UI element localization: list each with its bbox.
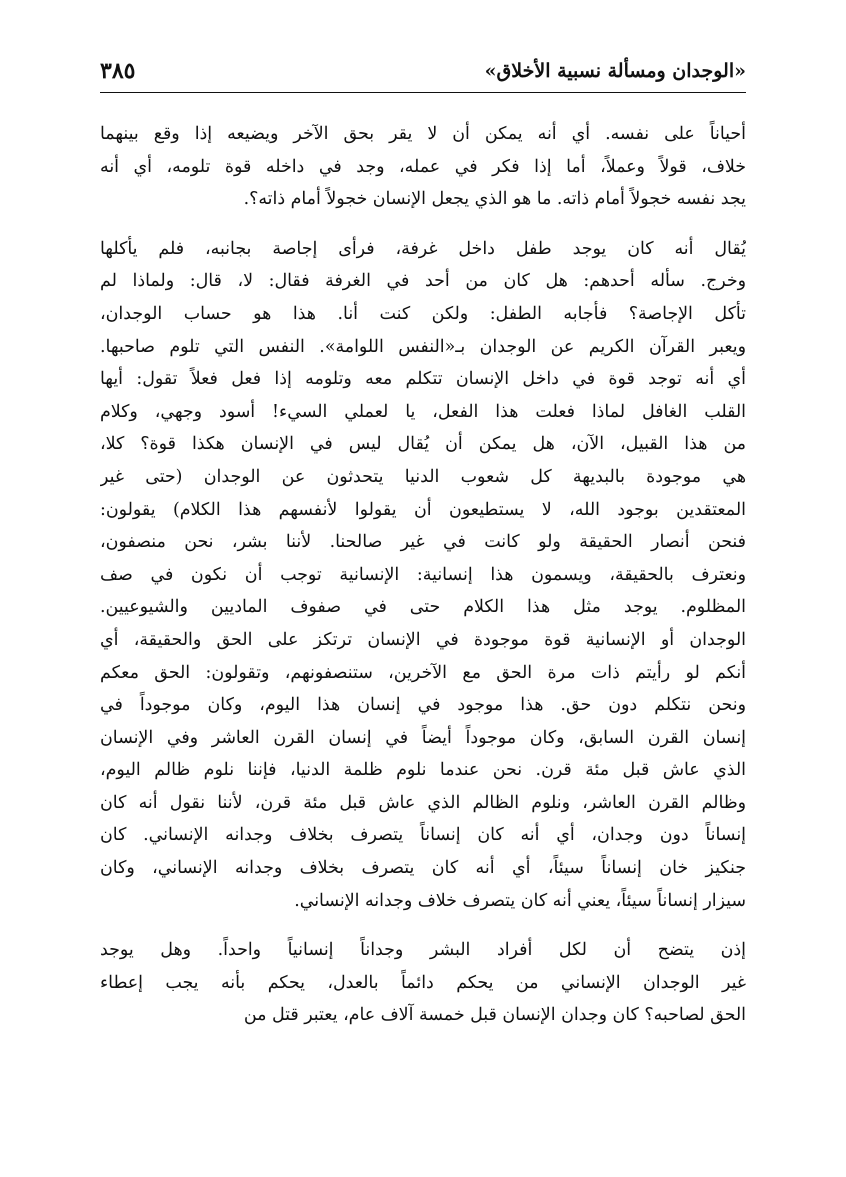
text-line: هي موجودة بالبديهة كل شعوب الدنيا يتحدثون عن الوجدان (حتى غير	[100, 466, 746, 487]
text-line: المظلوم. يوجد مثل هذا الكلام حتى في صفوف الماديين والشيوعيين.	[100, 597, 746, 618]
text-line: ونحن نتكلم دون حق. هذا موجود في إنسان هذا اليوم، وكان موجوداً في	[100, 695, 746, 716]
text-line: إنسان القرن السابق، وكان موجوداً أيضاً في إنسان القرن العاشر وفي الإنسان	[100, 727, 746, 748]
text-line: يجد نفسه خجولاً أمام ذاته. ما هو الذي يجعل الإنسان خجولاً أمام ذاته؟.	[243, 189, 746, 210]
paragraph	[100, 118, 746, 216]
text-line: وظالم القرن العاشر، ونلوم الظالم الذي عاش قبل مئة قرن، لأننا نقول أنه كان	[100, 792, 746, 813]
text-line: يُقال أنه كان يوجد طفل داخل غرفة، فرأى إجاصة بجانبه، فلم يأكلها	[100, 238, 746, 259]
text-line: إنساناً دون وجدان، أي أنه كان إنساناً يتصرف بخلاف وجدانه الإنساني. كان	[100, 825, 746, 846]
text-line: غير الوجدان الإنساني من يحكم دائماً بالعدل، يحكم بأنه يجب إعطاء	[100, 972, 746, 993]
text-line: وخرج. سأله أحدهم: هل كان من أحد في الغرفة فقال: لا، قال: ولماذا لم	[100, 271, 746, 292]
text-line: سيزار إنساناً سيئاً، يعني أنه كان يتصرف خلاف وجدانه الإنساني.	[294, 890, 746, 911]
text-line: أحياناً على نفسه. أي أنه يمكن أن لا يقر بحق الآخر ويضيعه إذا وقع بينهما	[100, 124, 746, 144]
text-line: ويعبر القرآن الكريم عن الوجدان بـ«النفس اللوامة». النفس التي تلوم صاحبها.	[100, 336, 746, 357]
text-line: الوجدان أو الإنسانية قوة موجودة في الإنسان ترتكز على الحق والحقيقة، أي	[100, 629, 746, 650]
text-line: أنكم لو رأيتم ذات مرة الحق مع الآخرين، ستنصفونهم، وتقولون: الحق معكم	[100, 662, 746, 683]
text-line: المعتقدين بوجود الله، لا يستطيعون أن يقولوا لأنفسهم هذا الكلام) يقولون:	[100, 499, 746, 520]
text-line: فنحن أنصار الحقيقة ولو كانت في غير صالحنا. لأننا بشر، نحن منصفون،	[100, 532, 746, 553]
text-line: الحق لصاحبه؟ كان وجدان الإنسان قبل خمسة آلاف عام، يعتبر قتل من	[243, 1005, 746, 1026]
text-line: الذي عاش قبل مئة قرن. نحن عندما نلوم ظلمة الدنيا، فإننا نلوم ظالم اليوم،	[100, 760, 746, 781]
text-line: خلاف، قولاً وعملاً، أما إذا فكر في عمله، وجد في داخله قوة تلومه، أي أنه	[100, 156, 746, 177]
running-title: «الوجدان ومسألة نسبية الأخلاق»	[484, 60, 746, 82]
page-number: ٣٨٥	[100, 58, 136, 84]
text-line: أي أنه توجد قوة في داخل الإنسان تتكلم معه وتلومه إذا فعل فعلاً تقول: أيها	[100, 369, 746, 390]
text-line: جنكيز خان إنساناً سيئاً، أي أنه كان يتصرف بخلاف وجدانه الإنساني، وكان	[100, 858, 746, 879]
paragraph	[100, 233, 746, 917]
text-line: تأكل الإجاصة؟ فأجابه الطفل: ولكن كنت أنا. هذا هو حساب الوجدان،	[100, 303, 746, 324]
text-line: من هذا القبيل، الآن، هل يمكن أن يُقال ليس في الإنسان هكذا قوة؟ كلا،	[100, 434, 746, 455]
text-line: القلب الغافل لماذا فعلت هذا الفعل، يا لعملي السيء! أسود وجهي، وكلام	[100, 401, 746, 422]
body-text	[100, 118, 746, 1032]
text-line: ونعترف بالحقيقة، ويسمون هذا إنسانية: الإنسانية توجب أن نكون في صف	[100, 564, 746, 585]
paragraph	[100, 934, 746, 1032]
running-header	[100, 52, 746, 93]
text-line: إذن يتضح أن لكل أفراد البشر وجداناً إنسانياً واحداً. وهل يوجد	[100, 940, 746, 961]
